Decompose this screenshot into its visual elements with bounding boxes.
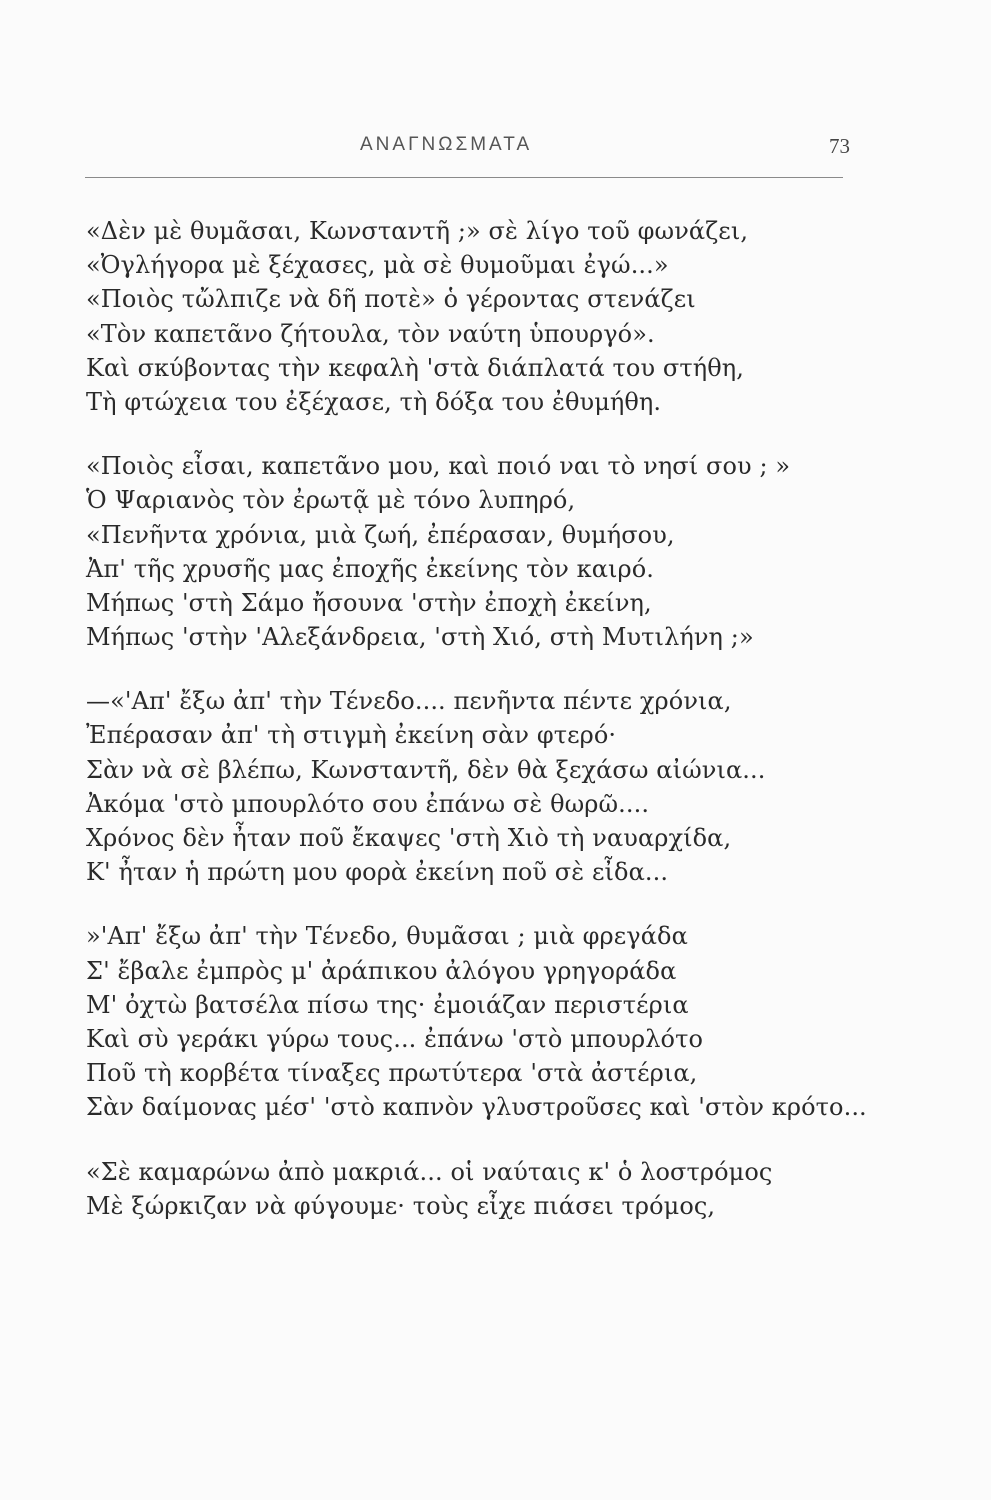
verse-line: «Δὲν μὲ θυμᾶσαι, Κωνσταντῆ ;» σὲ λίγο τοῦ φωνάζει, — [86, 217, 749, 245]
verse-line: Σὰν δαίμονας μέσ' 'στὸ καπνὸν γλυστροῦσες καὶ 'στὸν κρότο... — [86, 1093, 867, 1122]
page-number: 73 — [829, 134, 850, 158]
stanza-5 — [86, 1155, 856, 1223]
verse-line: Ἐπέρασαν ἀπ' τὴ στιγμὴ ἐκείνη σὰν φτερό· — [86, 721, 617, 750]
verse-line: Καὶ σὺ γεράκι γύρω τους... ἐπάνω 'στὸ μπουρλότο — [86, 1024, 704, 1053]
verse-line: Κ' ἦταν ἡ πρώτη μου φορὰ ἐκείνη ποῦ σὲ εἶδα... — [86, 858, 669, 887]
verse-line: «Σὲ καμαρώνω ἀπὸ μακριά... οἱ ναύταις κ' ὁ λοστρόμος — [86, 1157, 773, 1186]
verse-line: Μήπως 'στὴν 'Αλεξάνδρεια, 'στὴ Χιό, στὴ Μυτιλήνη ;» — [86, 623, 754, 652]
verse-line: Καὶ σκύβοντας τὴν κεφαλὴ 'στὰ διάπλατά του στήθη, — [86, 353, 744, 382]
verse-line: Χρόνος δὲν ἦταν ποῦ ἔκαψες 'στὴ Χιὸ τὴ ναυαρχίδα, — [86, 824, 732, 852]
verse-line: «Ποιὸς εἶσαι, καπετᾶνο μου, καὶ ποιό ναι τὸ νησί σου ; » — [86, 452, 791, 481]
verse-line: Μήπως 'στὴ Σάμο ἤσουνα 'στὴν ἐποχὴ ἐκείνη, — [86, 588, 652, 617]
stanza-2 — [86, 449, 856, 654]
verse-line: —«'Απ' ἔξω ἀπ' τὴν Τένεδο.... πενῆντα πέντε χρόνια, — [86, 687, 732, 716]
verse-line: Ἀκόμα 'στὸ μπουρλότο σου ἐπάνω σὲ θωρῶ.... — [86, 789, 650, 818]
running-title: ΑΝΑΓΝΩΣΜΑΤΑ — [360, 134, 533, 155]
verse-line: «Ποιὸς τὤλπιζε νὰ δῆ ποτὲ» ὁ γέροντας στενάζει — [86, 285, 696, 314]
verse-line: »'Απ' ἔξω ἀπ' τὴν Τένεδο, θυμᾶσαι ; μιὰ φρεγάδα — [86, 922, 688, 951]
verse-line: «Πενῆντα χρόνια, μιὰ ζωή, ἐπέρασαν, θυμήσου, — [86, 520, 675, 549]
verse-line: Ὁ Ψαριανὸς τὸν ἐρωτᾷ μὲ τόνο λυπηρό, — [86, 486, 576, 515]
header-rule — [85, 177, 843, 178]
verse-line: Ἀπ' τῆς χρυσῆς μας ἐποχῆς ἐκείνης τὸν καιρό. — [86, 554, 655, 583]
stanza-1 — [86, 214, 856, 419]
poem-body — [86, 214, 867, 1253]
verse-line: Ποῦ τὴ κορβέτα τίναξες πρωτύτερα 'στὰ ἀστέρια, — [86, 1059, 698, 1088]
verse-line: Μ' ὀχτὼ βατσέλα πίσω της· ἐμοιάζαν περιστέρια — [86, 990, 689, 1019]
running-header — [0, 134, 991, 164]
verse-line: «Ὀγλήγορα μὲ ξέχασες, μὰ σὲ θυμοῦμαι ἐγώ...» — [86, 251, 669, 280]
verse-line: Μὲ ξώρκιζαν νὰ φύγουμε· τοὺς εἶχε πιάσει τρόμος, — [86, 1191, 716, 1220]
verse-line: Σὰν νὰ σὲ βλέπω, Κωνσταντῆ, δὲν θὰ ξεχάσω αἰώνια... — [86, 755, 766, 784]
verse-line: Τὴ φτώχεια του ἐξέχασε, τὴ δόξα του ἐθυμήθη. — [86, 387, 662, 416]
verse-line: Σ' ἔβαλε ἐμπρὸς μ' ἀράπικου ἀλόγου γρηγοράδα — [86, 956, 677, 985]
stanza-4 — [86, 919, 867, 1124]
verse-line: «Τὸν καπετᾶνο ζήτουλα, τὸν ναύτη ὑπουργό». — [86, 319, 655, 348]
stanza-3 — [86, 684, 856, 889]
